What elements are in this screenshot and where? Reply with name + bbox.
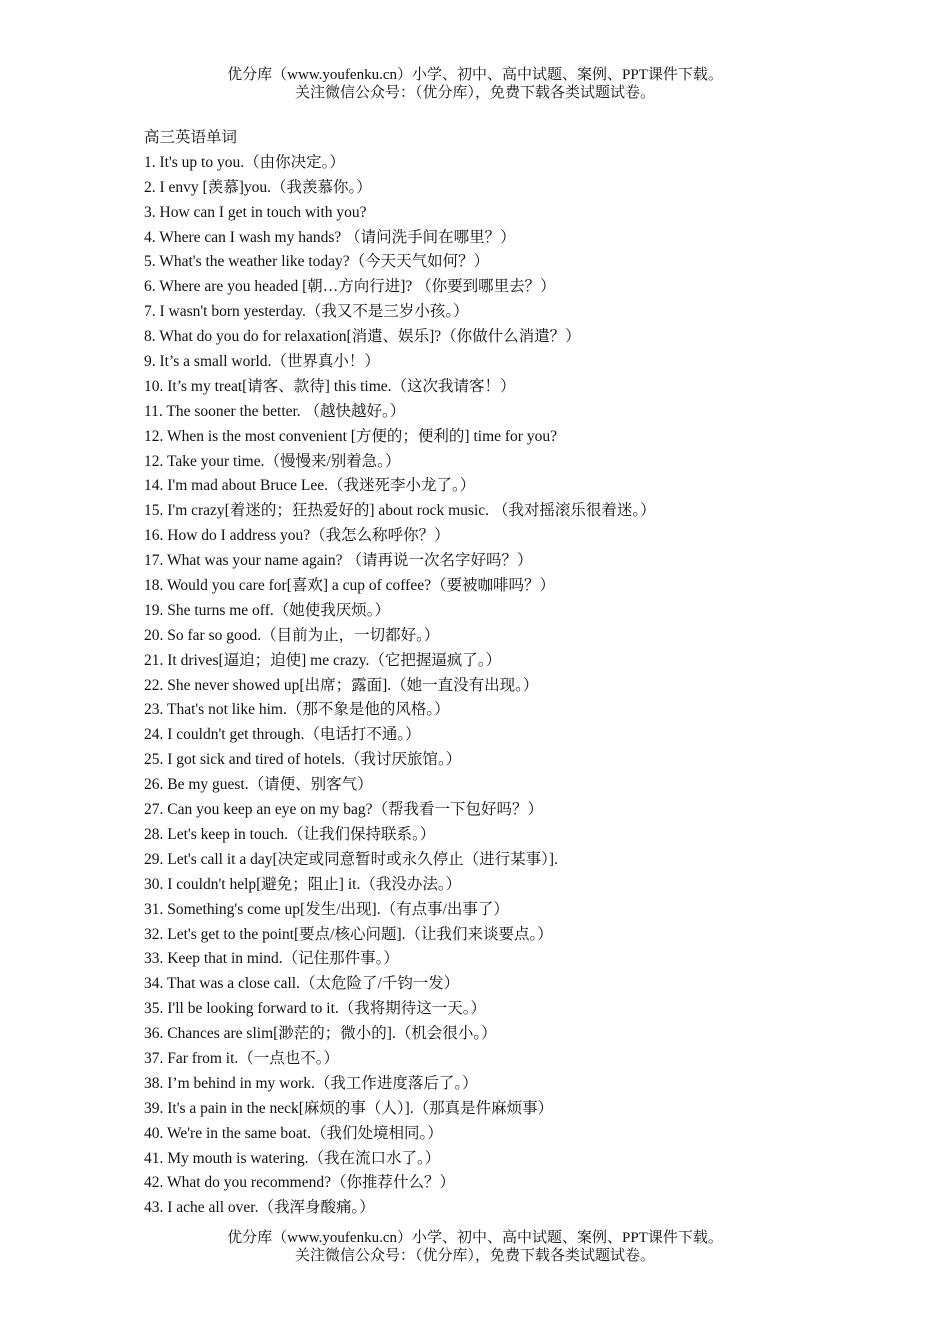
phrase-item: 32. Let's get to the point[要点/核心问题].（让我们来谈要点。） (144, 925, 553, 943)
phrase-item: 5. What's the weather like today?（今天天气如何？） (144, 253, 490, 271)
phrase-item: 18. Would you care for[喜欢] a cup of coffee?（要被咖啡吗？） (144, 577, 555, 595)
phrase-item: 12. When is the most convenient [方便的；便利的] time for you? (144, 427, 557, 445)
phrase-item: 39. It's a pain in the neck[麻烦的事（人）].（那真是件麻烦事） (144, 1099, 554, 1117)
phrase-item: 4. Where can I wash my hands? （请问洗手间在哪里？） (144, 228, 516, 246)
phrase-item: 7. I wasn't born yesterday.（我又不是三岁小孩。） (144, 303, 469, 321)
header-line-1: 优分库（www.youfenku.cn）小学、初中、高中试题、案例、PPT课件下载。 (227, 67, 723, 83)
phrase-item: 24. I couldn't get through.（电话打不通。） (144, 726, 421, 744)
phrase-item: 2. I envy [羡慕]you.（我羡慕你。） (144, 178, 372, 196)
page-header (0, 66, 950, 102)
phrase-item: 40. We're in the same boat.（我们处境相同。） (144, 1124, 443, 1142)
phrase-item: 9. It’s a small world.（世界真小！） (144, 353, 380, 371)
page-footer (0, 1229, 950, 1265)
phrase-item: 10. It’s my treat[请客、款待] this time.（这次我请客！） (144, 377, 516, 395)
phrase-list (144, 151, 924, 1221)
phrase-item: 1. It's up to you.（由你决定。） (144, 153, 345, 171)
phrase-item: 23. That's not like him.（那不象是他的风格。） (144, 701, 450, 719)
phrase-item: 37. Far from it.（一点也不。） (144, 1049, 340, 1067)
phrase-item: 12. Take your time.（慢慢来/别着急。） (144, 452, 401, 470)
phrase-item: 16. How do I address you?（我怎么称呼你？） (144, 527, 450, 545)
phrase-item: 14. I'm mad about Bruce Lee.（我迷死李小龙了。） (144, 477, 476, 495)
document-title: 高三英语单词 (144, 129, 238, 146)
phrase-item: 34. That was a close call.（太危险了/千钧一发） (144, 975, 460, 993)
phrase-item: 41. My mouth is watering.（我在流口水了。） (144, 1149, 441, 1167)
phrase-item: 27. Can you keep an eye on my bag?（帮我看一下包好吗？） (144, 801, 544, 819)
phrase-item: 26. Be my guest.（请便、别客气） (144, 776, 373, 794)
phrase-item: 21. It drives[逼迫；迫使] me crazy.（它把握逼疯了。） (144, 651, 502, 669)
document-body (144, 126, 924, 1221)
phrase-item: 31. Something's come up[发生/出现].（有点事/出事了） (144, 900, 509, 918)
phrase-item: 6. Where are you headed [朝…方向行进]? （你要到哪里去？） (144, 278, 556, 296)
phrase-item: 35. I'll be looking forward to it.（我将期待这一天。） (144, 1000, 487, 1018)
header-line-2: 关注微信公众号：（优分库），免费下载各类试题试卷。 (294, 85, 655, 101)
phrase-item: 33. Keep that in mind.（记住那件事。） (144, 950, 399, 968)
phrase-item: 19. She turns me off.（她使我厌烦。） (144, 601, 390, 619)
phrase-item: 38. I’m behind in my work.（我工作进度落后了。） (144, 1074, 478, 1092)
phrase-item: 17. What was your name again? （请再说一次名字好吗？） (144, 552, 533, 570)
footer-line-1: 优分库（www.youfenku.cn）小学、初中、高中试题、案例、PPT课件下载。 (227, 1230, 723, 1246)
phrase-item: 20. So far so good.（目前为止，一切都好。） (144, 626, 440, 644)
phrase-item: 36. Chances are slim[渺茫的；微小的].（机会很小。） (144, 1025, 497, 1043)
phrase-item: 43. I ache all over.（我浑身酸痛。） (144, 1199, 375, 1217)
phrase-item: 11. The sooner the better. （越快越好。） (144, 402, 406, 420)
phrase-item: 22. She never showed up[出席；露面].（她一直没有出现。） (144, 676, 539, 694)
phrase-item: 29. Let's call it a day[决定或同意暂时或永久停止（进行某事）]. (144, 850, 558, 868)
phrase-item: 25. I got sick and tired of hotels.（我讨厌旅馆。） (144, 751, 462, 769)
phrase-item: 42. What do you recommend?（你推荐什么？） (144, 1174, 455, 1192)
phrase-item: 3. How can I get in touch with you? (144, 203, 367, 221)
phrase-item: 28. Let's keep in touch.（让我们保持联系。） (144, 825, 436, 843)
phrase-item: 8. What do you do for relaxation[消遣、娱乐]?（你做什么消遣？） (144, 328, 581, 346)
phrase-item: 15. I'm crazy[着迷的；狂热爱好的] about rock music. （我对摇滚乐很着迷。） (144, 502, 656, 520)
footer-line-2: 关注微信公众号：（优分库），免费下载各类试题试卷。 (294, 1248, 655, 1264)
phrase-item: 30. I couldn't help[避免；阻止] it.（我没办法。） (144, 875, 462, 893)
